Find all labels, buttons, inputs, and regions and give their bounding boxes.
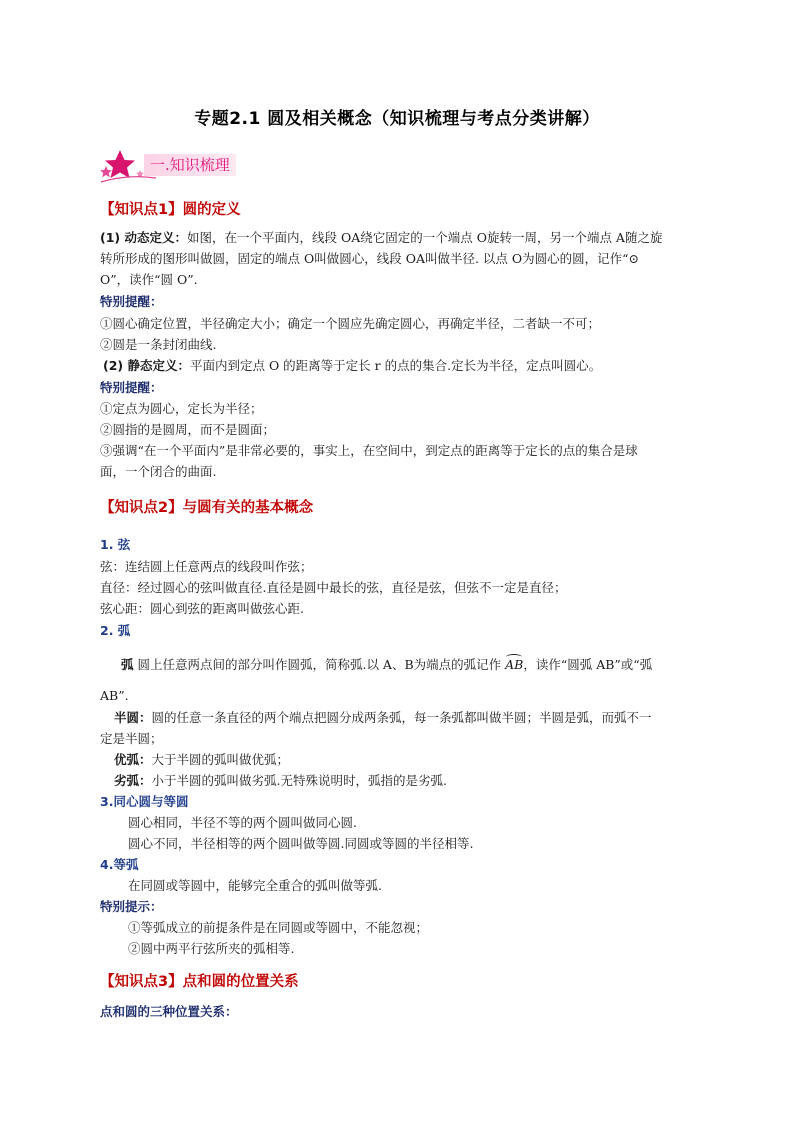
page-title: 专题2.1 圆及相关概念（知识梳理与考点分类讲解） [194,109,600,129]
dynamic-definition-label: (1) 动态定义： [100,230,187,245]
kp3-subheading: 点和圆的三种位置关系： [100,1004,238,1019]
arc-line-2: AB”. [100,688,129,703]
arc-title: 2. 弧 [100,623,131,638]
kp1-tip1-b: ②圆是一条封闭曲线. [100,337,217,352]
static-definition-text: 平面内到定点 O 的距离等于定长 r 的点的集合.定长为半径，定点叫圆心。 [189,358,602,373]
kp1-dynamic-line-1 [100,230,662,246]
section-heading [98,148,258,184]
kp2-tip-label: 特别提示： [100,899,163,914]
equal-circle-definition: 圆心不同，半径相等的两个圆叫做等圆.同圆或等圆的半径相等. [128,836,474,851]
arc-text-1: 圆上任意两点间的部分叫作圆弧，简称弧.以 A、B为端点的弧记作 [133,657,506,672]
kp2-tip-b: ②圆中两平行弦所夹的弧相等. [128,941,295,956]
kp1-tip2-b: ②圆指的是圆周，而不是圆面； [100,422,276,437]
kp1-heading: 【知识点1】圆的定义 [100,202,241,218]
kp2-heading: 【知识点2】与圆有关的基本概念 [100,500,314,516]
semicircle-line-1 [114,710,652,726]
concentric-definition: 圆心相同，半径不等的两个圆叫做同心圆. [128,815,357,830]
kp1-static-line [103,358,601,374]
semicircle-term: 半圆： [114,710,152,725]
semicircle-line-2: 定是半圆； [100,731,163,746]
arc-symbol: AB [505,657,524,672]
arc-text-2: ，读作“圆弧 AB”或“弧 [523,657,653,672]
arc-term: 弧 [121,657,134,672]
kp1-tip2-c1: ③强调“在一个平面内”是非常必要的，事实上，在空间中，到定点的距离等于定长的点的集合是球 [100,443,638,458]
kp1-tip2-c2: 面，一个闭合的曲面. [100,464,217,479]
major-arc-term: 优弧： [114,752,152,767]
concentric-title: 3.同心圆与等圆 [100,794,189,809]
kp1-tip1-label: 特别提醒： [100,294,163,309]
kp1-dynamic-line-2: 转所形成的图形叫做圆，固定的端点 O叫做圆心，线段 OA叫做半径. 以点 O为圆心的圆，记作“⊙ [100,251,640,266]
dynamic-definition-text: 如图，在一个平面内，线段 OA绕它固定的一个端点 O旋转一周，另一个端点 A随之旋 [186,230,663,245]
chord-distance-definition: 弦心距：圆心到弦的距离叫做弦心距. [100,601,304,616]
kp1-tip1-a: ①圆心确定位置，半径确定大小；确定一个圆应先确定圆心，再确定半径，二者缺一不可； [100,316,601,331]
kp1-tip2-a: ①定点为圆心，定长为半径； [100,401,263,416]
major-arc-text: 大于半圆的弧叫做优弧； [151,752,290,767]
equal-arc-definition: 在同圆或等圆中，能够完全重合的弧叫做等弧. [128,878,382,893]
chord-definition: 弦：连结圆上任意两点的线段叫作弦； [100,559,313,574]
equal-arc-title: 4.等弧 [100,857,139,872]
minor-arc-text: 小于半圆的弧叫做劣弧.无特殊说明时，弧指的是劣弧. [151,773,447,788]
kp1-tip2-label: 特别提醒： [100,380,163,395]
chord-title: 1. 弦 [100,537,131,552]
diameter-definition: 直径：经过圆心的弦叫做直径.直径是圆中最长的弦，直径是弦，但弦不一定是直径； [100,580,567,595]
arc-line-1 [121,657,652,673]
major-arc-line [114,752,289,768]
static-definition-label: (2) 静态定义： [103,358,190,373]
semicircle-text: 圆的任意一条直径的两个端点把圆分成两条弧，每一条弧都叫做半圆；半圆是弧，而弧不一 [151,710,652,725]
section-label: 一.知识梳理 [144,154,236,176]
kp2-tip-a: ①等弧成立的前提条件是在同圆或等圆中，不能忽视； [128,920,429,935]
minor-arc-line [114,773,447,789]
kp3-heading: 【知识点3】点和圆的位置关系 [100,974,299,990]
minor-arc-term: 劣弧： [114,773,152,788]
kp1-dynamic-line-3: O”，读作“圆 O”. [100,272,198,287]
